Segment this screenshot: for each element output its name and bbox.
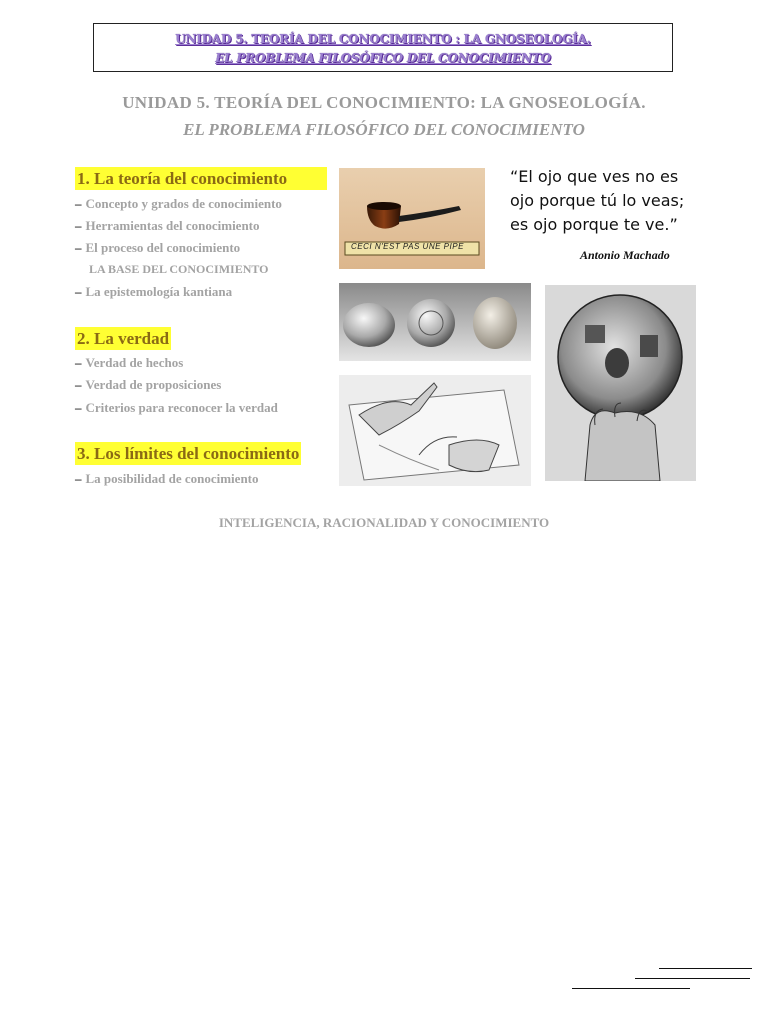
list-item — [75, 471, 259, 487]
reflecting-sphere-image — [545, 285, 696, 481]
list-item-text: LA BASE DEL CONOCIMIENTO — [89, 262, 269, 276]
quote-line-1: “El ojo que ves no es — [510, 167, 679, 186]
list-item-text: Verdad de proposiciones — [85, 377, 222, 392]
list-item — [75, 377, 221, 393]
header-box — [93, 23, 673, 72]
list-item — [75, 218, 260, 234]
dash: – — [75, 355, 82, 370]
list-item — [89, 262, 269, 277]
page-title: UNIDAD 5. TEORÍA DEL CONOCIMIENTO: LA GNOSEOLOGÍA. — [122, 93, 646, 112]
list-item — [75, 355, 183, 371]
pipe-caption: CECI N'EST PAS UNE PIPE — [351, 242, 464, 251]
dash: – — [75, 377, 82, 392]
list-item-text: Verdad de hechos — [85, 355, 184, 370]
dash: – — [75, 240, 82, 255]
divider-line — [659, 968, 752, 969]
dash: – — [75, 400, 82, 415]
quote-line-3: es ojo porque te ve.” — [510, 215, 678, 234]
header-title: UNIDAD 5. TEORÍA DEL CONOCIMIENTO : LA GNOSEOLOGÍA. — [175, 32, 591, 46]
header-subtitle: EL PROBLEMA FILOSÓFICO DEL CONOCIMIENTO — [215, 51, 551, 65]
list-item — [75, 240, 240, 256]
section-heading-3: 3. Los límites del conocimiento — [77, 444, 300, 463]
divider-line — [572, 988, 690, 989]
list-item-text: Herramientas del conocimiento — [85, 218, 260, 233]
dash: – — [75, 218, 82, 233]
dash: – — [75, 284, 82, 299]
footer-title: INTELIGENCIA, RACIONALIDAD Y CONOCIMIENTO — [218, 515, 550, 530]
quote-line-2: ojo porque tú lo veas; — [510, 191, 685, 210]
list-item — [75, 400, 278, 416]
spheres-image — [339, 283, 531, 361]
list-item-text: Concepto y grados de conocimiento — [85, 196, 282, 211]
quote-author: Antonio Machado — [580, 248, 670, 262]
list-item-text: La epistemología kantiana — [85, 284, 233, 299]
section-heading-2: 2. La verdad — [77, 329, 170, 348]
list-item — [75, 196, 282, 212]
section-heading-1: 1. La teoría del conocimiento — [75, 167, 327, 190]
list-item-text: Criterios para reconocer la verdad — [85, 400, 278, 415]
list-item-text: El proceso del conocimiento — [85, 240, 241, 255]
dash: – — [75, 471, 82, 486]
drawing-hands-image — [339, 375, 531, 486]
pipe-painting-image — [339, 168, 485, 269]
divider-line — [635, 978, 750, 979]
list-item-text: La posibilidad de conocimiento — [85, 471, 259, 486]
list-item — [75, 284, 232, 300]
dash: – — [75, 196, 82, 211]
page-subtitle: EL PROBLEMA FILOSÓFICO DEL CONOCIMIENTO — [183, 120, 585, 139]
